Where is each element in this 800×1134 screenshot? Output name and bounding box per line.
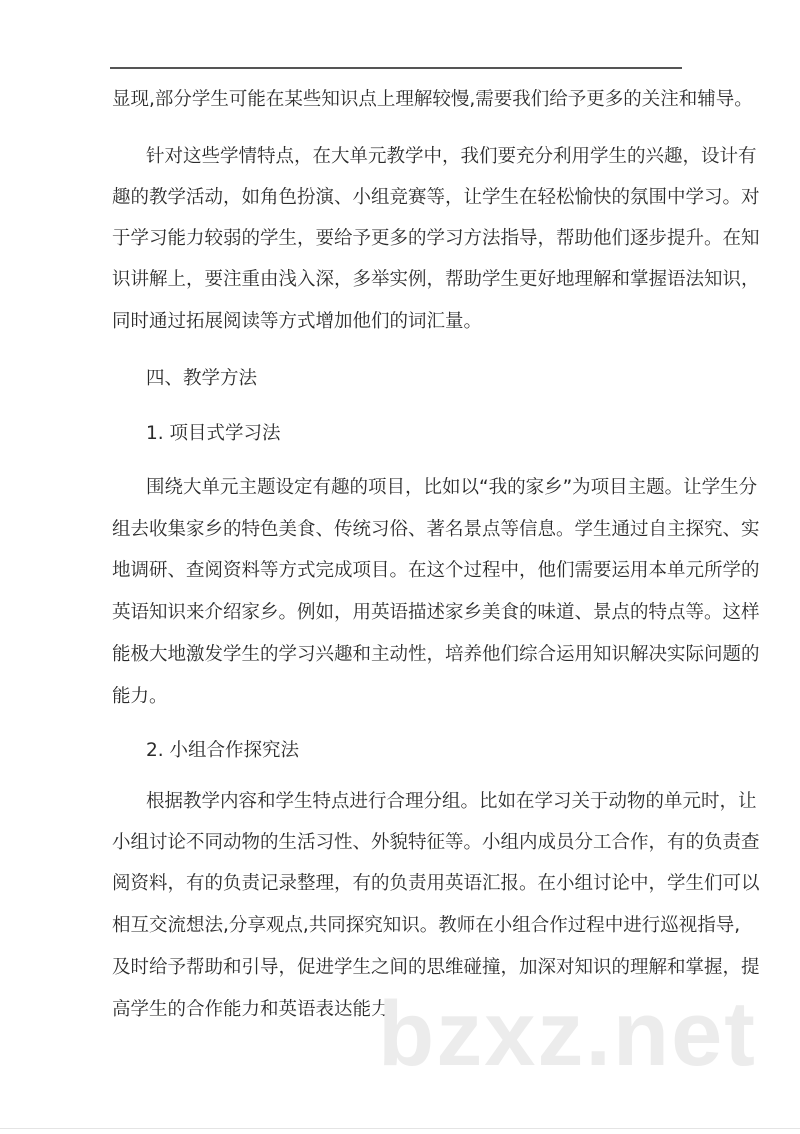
paragraph-line: 高学生的合作能力和英语表达能力。 [112,999,409,1020]
page-bottom-edge [0,1128,800,1129]
paragraph-line: 针对这些学情特点，在大单元教学中，我们要充分利用学生的兴趣，设计有 [146,146,757,167]
paragraph-line: 能力。 [112,686,168,707]
subsection-heading: 1. 项目式学习法 [146,423,281,444]
header-rule [110,67,682,69]
paragraph-line: 围绕大单元主题设定有趣的项目，比如以“我的家乡”为项目主题。让学生分 [146,477,758,498]
paragraph-line: 英语知识来介绍家乡。例如，用英语描述家乡美食的味道、景点的特点等。这样 [112,602,760,623]
paragraph-line: 能极大地激发学生的学习兴趣和主动性，培养他们综合运用知识解决实际问题的 [112,644,760,665]
paragraph-line: 地调研、查阅资料等方式完成项目。在这个过程中，他们需要运用本单元所学的 [112,560,760,581]
paragraph-line: 组去收集家乡的特色美食、传统习俗、著名景点等信息。学生通过自主探究、实 [112,519,760,540]
paragraph-line: 根据教学内容和学生特点进行合理分组。比如在学习关于动物的单元时，让 [146,791,757,812]
paragraph-line: 识讲解上，要注重由浅入深，多举实例，帮助学生更好地理解和掌握语法知识， [112,269,760,290]
paragraph-line: 阅资料，有的负责记录整理，有的负责用英语汇报。在小组讨论中，学生们可以 [112,873,760,894]
paragraph-line: 同时通过拓展阅读等方式增加他们的词汇量。 [112,311,483,332]
paragraph-line: 及时给予帮助和引导，促进学生之间的思维碰撞，加深对知识的理解和掌握，提 [112,957,760,978]
paragraph-line: 小组讨论不同动物的生活习性、外貌特征等。小组内成员分工合作，有的负责查 [112,832,760,853]
subsection-heading: 2. 小组合作探究法 [146,740,300,761]
watermark: bzxz.net [378,983,757,1085]
paragraph-line: 显现,部分学生可能在某些知识点上理解较慢,需要我们给予更多的关注和辅导。 [112,89,753,110]
paragraph-line: 于学习能力较弱的学生，要给予更多的学习方法指导，帮助他们逐步提升。在知 [112,228,760,249]
paragraph-line: 趣的教学活动，如角色扮演、小组竞赛等，让学生在轻松愉快的氛围中学习。对 [112,187,760,208]
section-heading: 四、教学方法 [146,368,258,389]
paragraph-line: 相互交流想法,分享观点,共同探究知识。教师在小组合作过程中进行巡视指导, [112,915,741,936]
